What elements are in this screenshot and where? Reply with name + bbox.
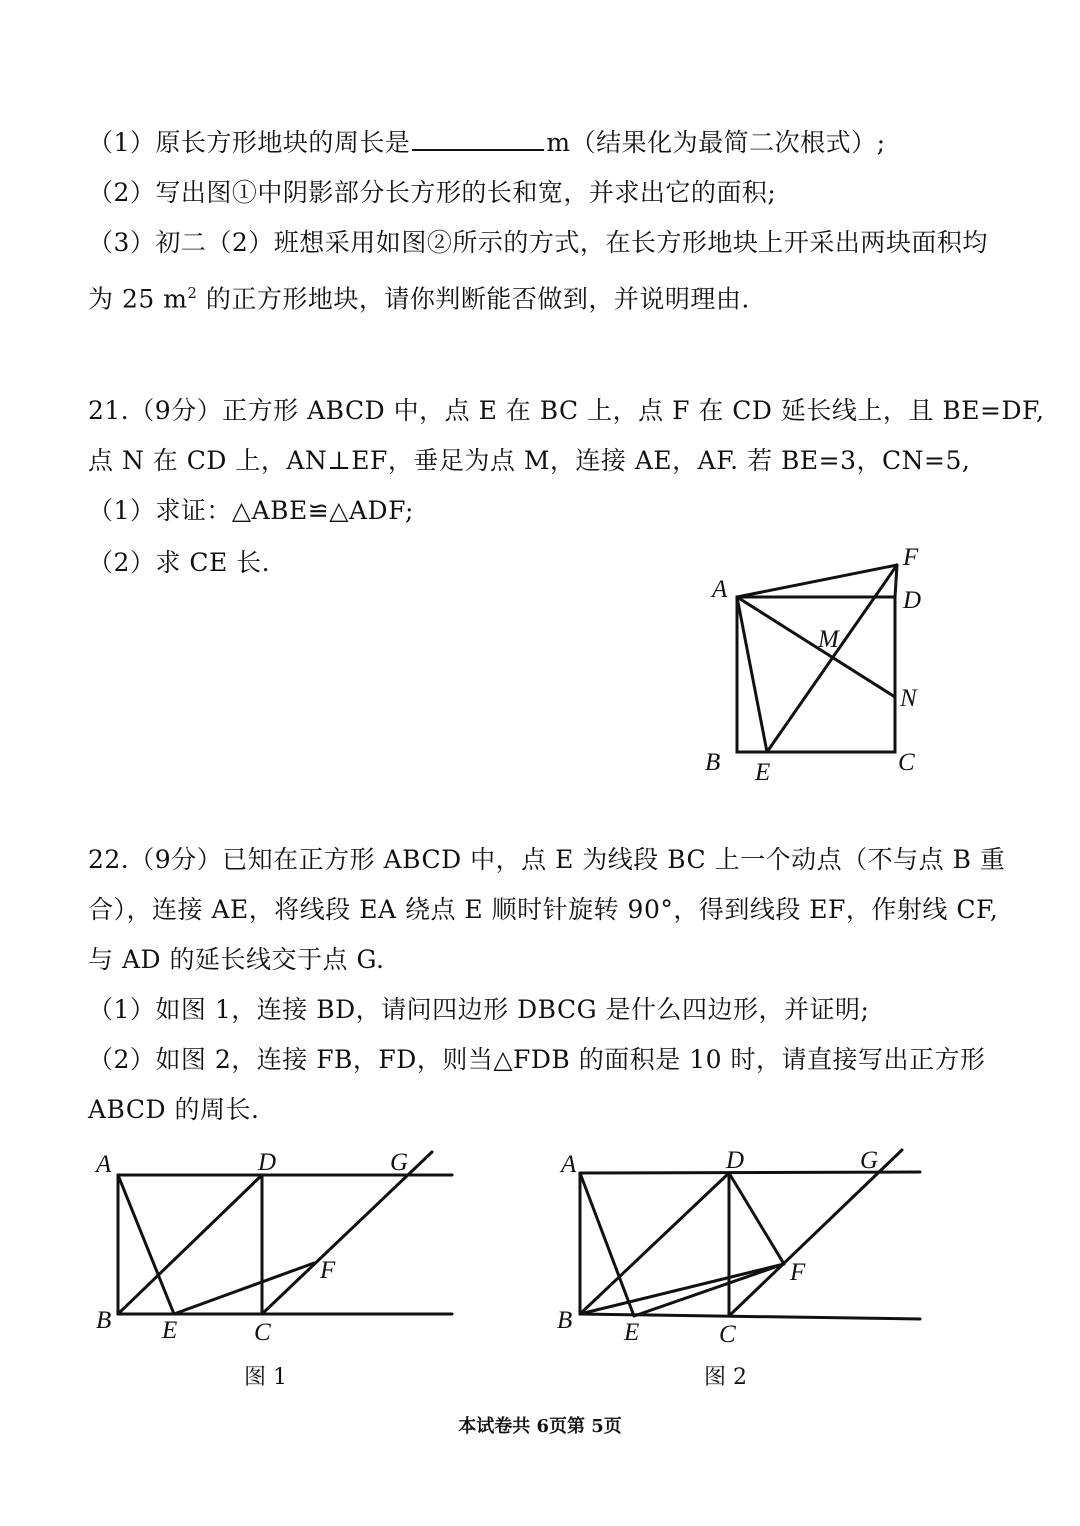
figure-2-caption: 图 2 (704, 1365, 747, 1390)
segment-ef (634, 1264, 784, 1316)
q22-stem-line3: 与 AD 的延长线交于点 G. (88, 945, 385, 974)
label-e: E (624, 1319, 640, 1346)
q21-stem-line1: 21.（9分）正方形 ABCD 中，点 E 在 BC 上，点 F 在 CD 延长线上，且 BE=DF, (88, 396, 1045, 425)
q22-part1: （1）如图 1，连接 BD，请问四边形 DBCG 是什么四边形，并证明; (88, 995, 870, 1024)
segment-fd (729, 1173, 784, 1264)
segment-fb (580, 1264, 784, 1314)
label-b: B (705, 749, 721, 776)
label-e: E (755, 759, 771, 786)
figure-1-caption: 图 1 (244, 1365, 287, 1390)
label-n: N (900, 685, 917, 712)
label-b: B (96, 1307, 112, 1334)
q22-part2-cont: ABCD 的周长. (88, 1095, 260, 1124)
label-g: G (860, 1147, 879, 1174)
page-footer: 本试卷共 6页第 5页 (458, 1416, 622, 1437)
label-e: E (162, 1317, 178, 1344)
label-f: F (903, 544, 919, 571)
q22-stem-line2: 合），连接 AE，将线段 EA 绕点 E 顺时针旋转 90°，得到线段 EF，作射线 CF, (88, 895, 999, 924)
q22-stem-line1: 22.（9分）已知在正方形 ABCD 中，点 E 为线段 BC 上一个动点（不与点 B 重 (88, 845, 1006, 874)
label-c: C (254, 1319, 271, 1346)
label-d: D (258, 1149, 277, 1176)
q21-part2: （2）求 CE 长. (88, 548, 271, 577)
segment-bd (580, 1173, 729, 1314)
q20-part1-text-end: m（结果化为最简二次根式）; (546, 128, 886, 157)
label-a: A (96, 1151, 112, 1178)
label-d: D (726, 1147, 745, 1174)
ray-cf (729, 1150, 902, 1316)
label-f: F (320, 1257, 336, 1284)
label-d: D (903, 587, 922, 614)
q20-part2: （2）写出图①中阴影部分长方形的长和宽，并求出它的面积; (88, 178, 777, 207)
superscript: 2 (187, 284, 198, 302)
q20-part3-cont-b: 的正方形地块，请你判断能否做到，并说明理由. (197, 284, 750, 314)
label-g: G (390, 1149, 409, 1176)
q20-part3: （3）初二（2）班想采用如图②所示的方式，在长方形地块上开采出两块面积均 (88, 228, 988, 257)
label-b: B (557, 1307, 573, 1334)
label-m: M (818, 626, 839, 653)
q20-part1-text: （1）原长方形地块的周长是 (88, 128, 411, 157)
q22-part2: （2）如图 2，连接 FB，FD，则当△FDB 的面积是 10 时，请直接写出正方形 (88, 1045, 986, 1074)
segment-ae (580, 1173, 634, 1316)
q21-stem-line2: 点 N 在 CD 上，AN⊥EF，垂足为点 M，连接 AE，AF. 若 BE=3，CN=5, (88, 446, 971, 475)
label-a: A (712, 576, 728, 603)
q21-part1: （1）求证：△ABE≌△ADF; (88, 496, 414, 525)
q20-part3-cont-a: 为 25 m (88, 284, 188, 314)
label-c: C (719, 1321, 736, 1348)
label-a: A (561, 1151, 577, 1178)
label-c: C (898, 749, 915, 776)
label-f: F (790, 1259, 806, 1286)
